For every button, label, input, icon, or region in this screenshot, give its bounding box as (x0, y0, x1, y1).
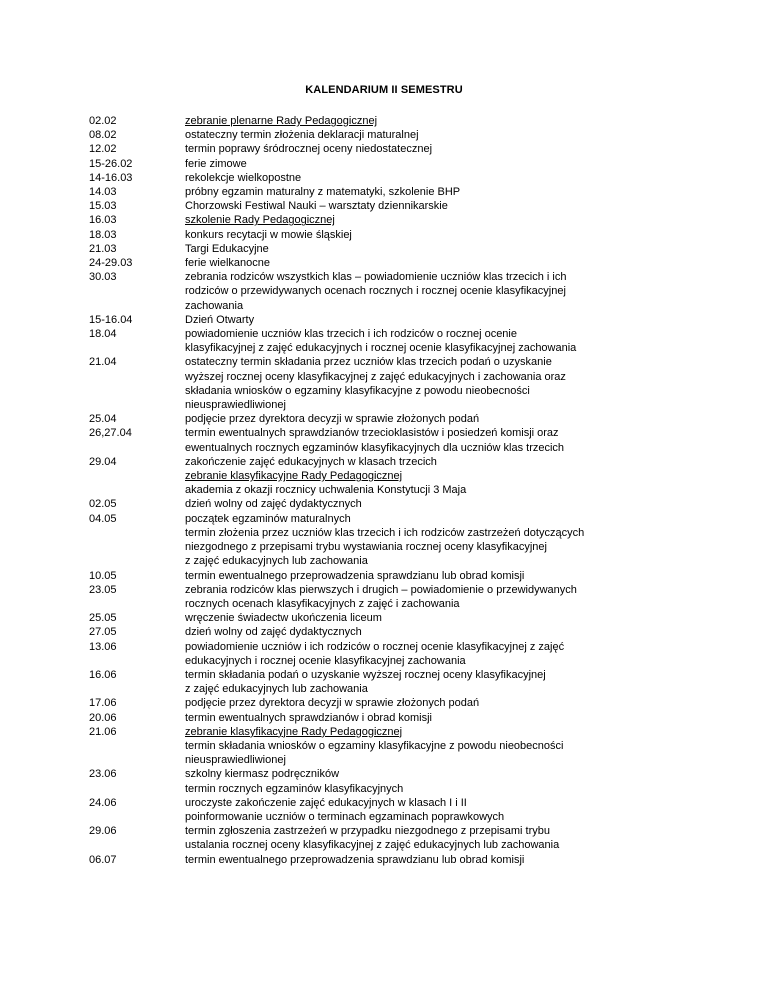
calendar-entry (89, 270, 729, 313)
calendar-entry (89, 526, 729, 569)
entry-description-line: niezgodnego z przepisami trybu wystawiania rocznej oceny klasyfikacyjnej (185, 541, 547, 554)
entry-date: 18.04 (89, 328, 117, 341)
entry-date: 27.05 (89, 626, 117, 639)
entry-description-line: ostateczny termin złożenia deklaracji maturalnej (185, 129, 419, 142)
calendar-entry (89, 157, 729, 171)
entry-description-line: termin składania wniosków o egzaminy klasyfikacyjne z powodu nieobecności (185, 739, 564, 752)
entry-description (185, 426, 729, 454)
entry-description (185, 355, 729, 412)
entry-date: 25.05 (89, 612, 117, 625)
calendar-entry (89, 213, 729, 227)
entry-description-line: poinformowanie uczniów o terminach egzaminach poprawkowych (185, 810, 505, 823)
entry-date: 21.06 (89, 725, 117, 738)
calendar-entry (89, 142, 729, 156)
entry-description (185, 228, 729, 242)
entry-date: 29.04 (89, 455, 117, 468)
entry-description-line: rekolekcje wielkopostne (185, 171, 302, 184)
entry-description-line: termin zgłoszenia zastrzeżeń w przypadku niezgodnego z przepisami trybu (185, 825, 551, 838)
entry-date: 29.06 (89, 825, 117, 838)
entry-description (185, 128, 729, 142)
entry-description-line: edukacyjnych i rocznej ocenie klasyfikacyjnej zachowania (185, 654, 466, 667)
entry-description (185, 270, 729, 313)
entry-description-line: zebrania rodziców wszystkich klas – powiadomienie uczniów klas trzecich i ich (185, 271, 567, 284)
calendar-entry (89, 426, 729, 454)
entry-date (89, 469, 185, 483)
calendar-entry (89, 583, 729, 611)
calendar-entry (89, 469, 729, 483)
entry-date: 17.06 (89, 697, 117, 710)
calendar-entry (89, 171, 729, 185)
entry-description-line: szkolny kiermasz podręczników (185, 768, 340, 781)
calendar-entry (89, 412, 729, 426)
entry-date (89, 782, 185, 796)
entry-description-line: ostateczny termin składania przez uczniów klas trzecich podań o uzyskanie (185, 356, 552, 369)
entry-description (185, 185, 729, 199)
entry-date: 15.03 (89, 200, 117, 213)
calendar-entry (89, 767, 729, 781)
entry-description-line: termin ewentualnych sprawdzianów i obrad komisji (185, 711, 433, 724)
entry-description (185, 696, 729, 710)
calendar-entry (89, 853, 729, 867)
entry-description (185, 640, 729, 668)
entry-date: 14.03 (89, 186, 117, 199)
entry-description-line: składania wniosków o egzaminy klasyfikacyjne z powodu nieobecności (185, 384, 530, 397)
calendar-entry (89, 114, 729, 128)
entry-description-line: Chorzowski Festiwal Nauki – warsztaty dziennikarskie (185, 200, 448, 213)
entry-description-line: podjęcie przez dyrektora decyzji w sprawie złożonych podań (185, 413, 480, 426)
calendar-entry (89, 313, 729, 327)
calendar-entry (89, 696, 729, 710)
calendar-entry (89, 455, 729, 469)
entry-description-line: szkolenie Rady Pedagogicznej (185, 214, 335, 227)
calendar-entry (89, 327, 729, 355)
entry-date: 30.03 (89, 271, 117, 284)
entry-description-line: ferie wielkanocne (185, 257, 270, 270)
entry-description-line: zebranie klasyfikacyjne Rady Pedagogicznej (185, 470, 403, 483)
entry-description (185, 114, 729, 128)
entry-description-line: termin rocznych egzaminów klasyfikacyjnych (185, 782, 404, 795)
entry-date: 21.03 (89, 242, 117, 255)
calendar-entry (89, 725, 729, 739)
entry-description (185, 853, 729, 867)
entry-description (185, 142, 729, 156)
entry-description-line: termin złożenia przez uczniów klas trzecich i ich rodziców zastrzeżeń dotyczących (185, 526, 585, 539)
entry-description-line: akademia z okazji rocznicy uchwalenia Konstytucji 3 Maja (185, 484, 467, 497)
entry-description-line: konkurs recytacji w mowie śląskiej (185, 228, 352, 241)
calendar-entry (89, 611, 729, 625)
calendar-entry (89, 512, 729, 526)
entry-date: 18.03 (89, 228, 117, 241)
entry-description (185, 625, 729, 639)
entry-description-line: ewentualnych rocznych egzaminów klasyfikacyjnych dla uczniów klas trzecich (185, 441, 565, 454)
calendar-entry (89, 625, 729, 639)
entry-description-line: zebrania rodziców klas pierwszych i drugich – powiadomienie o przewidywanych (185, 583, 577, 596)
page-title: KALENDARIUM II SEMESTRU (305, 84, 463, 96)
entry-description (185, 171, 729, 185)
entry-description (185, 313, 729, 327)
calendar-entry (89, 199, 729, 213)
entry-description (185, 611, 729, 625)
entry-description-line: wyższej rocznej oceny klasyfikacyjnej z zajęć edukacyjnych i zachowania oraz (185, 370, 566, 383)
entry-date: 14-16.03 (89, 171, 133, 184)
calendar-entry (89, 711, 729, 725)
entry-description (185, 213, 729, 227)
entry-description-line: termin składania podań o uzyskanie wyższej rocznej oceny klasyfikacyjnej (185, 668, 546, 681)
calendar-entry (89, 824, 729, 852)
calendar-entry (89, 497, 729, 511)
entry-description-line: podjęcie przez dyrektora decyzji w sprawie złożonych podań (185, 697, 480, 710)
entry-description (185, 469, 729, 483)
entry-date: 15-26.02 (89, 157, 133, 170)
entry-description (185, 497, 729, 511)
entry-description (185, 569, 729, 583)
entry-description (185, 782, 729, 796)
entry-date (89, 526, 185, 569)
entry-description (185, 256, 729, 270)
entry-date: 10.05 (89, 569, 117, 582)
entry-date (89, 739, 185, 767)
entry-date: 23.06 (89, 768, 117, 781)
entry-description (185, 824, 729, 852)
calendar-entry (89, 810, 729, 824)
entry-description-line: termin poprawy śródrocznej oceny niedostatecznej (185, 143, 433, 156)
entry-description-line: dzień wolny od zajęć dydaktycznych (185, 498, 362, 511)
entry-description-line: z zajęć edukacyjnych lub zachowania (185, 683, 368, 696)
entry-description-line: dzień wolny od zajęć dydaktycznych (185, 626, 362, 639)
entry-date: 06.07 (89, 853, 117, 866)
entry-description-line: termin ewentualnego przeprowadzenia sprawdzianu lub obrad komisji (185, 569, 525, 582)
entry-date: 24.06 (89, 796, 117, 809)
entry-description-line: termin ewentualnego przeprowadzenia sprawdzianu lub obrad komisji (185, 853, 525, 866)
calendar-entry (89, 355, 729, 412)
entry-description-line: klasyfikacyjnej z zajęć edukacyjnych i rocznej ocenie klasyfikacyjnej zachowania (185, 342, 577, 355)
calendar-entry (89, 256, 729, 270)
entry-description-line: rodziców o przewidywanych ocenach rocznych i rocznej ocenie klasyfikacyjnej (185, 285, 566, 298)
entry-description-line: zebranie plenarne Rady Pedagogicznej (185, 115, 378, 127)
entry-description (185, 810, 729, 824)
entry-date: 02.05 (89, 498, 117, 511)
entry-date: 04.05 (89, 512, 117, 525)
entry-date: 24-29.03 (89, 257, 133, 270)
entry-date: 13.06 (89, 640, 117, 653)
entry-description (185, 327, 729, 355)
entry-description-line: nieusprawiedliwionej (185, 399, 286, 412)
entry-description (185, 199, 729, 213)
entry-description (185, 668, 729, 696)
calendar-entry (89, 483, 729, 497)
entry-description (185, 412, 729, 426)
entry-date: 21.04 (89, 356, 117, 369)
entry-description-line: powiadomienie uczniów klas trzecich i ich rodziców o rocznej ocenie (185, 328, 517, 341)
entry-description-line: ustalania rocznej oceny klasyfikacyjnej z zajęć edukacyjnych lub zachowania (185, 839, 560, 852)
calendar-entry (89, 782, 729, 796)
entry-date (89, 810, 185, 824)
calendar-entry (89, 228, 729, 242)
entry-description-line: termin ewentualnych sprawdzianów trzecioklasistów i posiedzeń komisji oraz (185, 427, 559, 440)
entry-date: 15-16.04 (89, 313, 133, 326)
calendar-entry (89, 796, 729, 810)
entry-description (185, 512, 729, 526)
entry-date: 20.06 (89, 711, 117, 724)
entry-date (89, 483, 185, 497)
entry-description-line: zachowania (185, 299, 244, 312)
calendar-entry (89, 569, 729, 583)
entry-date: 16.03 (89, 214, 117, 227)
entry-description (185, 455, 729, 469)
calendar-entry (89, 668, 729, 696)
calendar-entry (89, 242, 729, 256)
calendar-entry (89, 739, 729, 767)
entry-description-line: z zajęć edukacyjnych lub zachowania (185, 555, 368, 568)
entry-description-line: powiadomienie uczniów i ich rodziców o rocznej ocenie klasyfikacyjnej z zajęć (185, 640, 565, 653)
entry-description (185, 739, 729, 767)
calendar-entry (89, 640, 729, 668)
entry-description (185, 483, 729, 497)
entry-description-line: rocznych ocenach klasyfikacyjnych z zajęć i zachowania (185, 597, 460, 610)
entry-date: 02.02 (89, 115, 117, 127)
entry-description-line: Dzień Otwarty (185, 313, 255, 326)
entry-date: 25.04 (89, 413, 117, 426)
entry-description (185, 157, 729, 171)
entry-date: 23.05 (89, 583, 117, 596)
entry-date: 08.02 (89, 129, 117, 142)
entry-description-line: próbny egzamin maturalny z matematyki, szkolenie BHP (185, 186, 461, 199)
entry-date: 26,27.04 (89, 427, 132, 440)
entry-description-line: wręczenie świadectw ukończenia liceum (185, 612, 382, 625)
entry-description-line: zebranie klasyfikacyjne Rady Pedagogicznej (185, 725, 403, 738)
entry-date: 16.06 (89, 668, 117, 681)
entry-description-line: nieusprawiedliwionej (185, 754, 286, 767)
entry-description (185, 725, 729, 739)
entry-description (185, 583, 729, 611)
entry-date: 12.02 (89, 143, 117, 156)
entry-description-line: Targi Edukacyjne (185, 242, 269, 255)
entry-description (185, 796, 729, 810)
entry-description (185, 711, 729, 725)
entry-description (185, 767, 729, 781)
entry-description-line: ferie zimowe (185, 157, 247, 170)
calendar-entry (89, 185, 729, 199)
entry-description-line: początek egzaminów maturalnych (185, 512, 351, 525)
entry-description-line: uroczyste zakończenie zajęć edukacyjnych w klasach I i II (185, 796, 467, 809)
calendar-list (89, 114, 729, 867)
entry-description (185, 242, 729, 256)
calendar-entry (89, 128, 729, 142)
entry-description (185, 526, 729, 569)
entry-description-line: zakończenie zajęć edukacyjnych w klasach trzecich (185, 455, 437, 468)
